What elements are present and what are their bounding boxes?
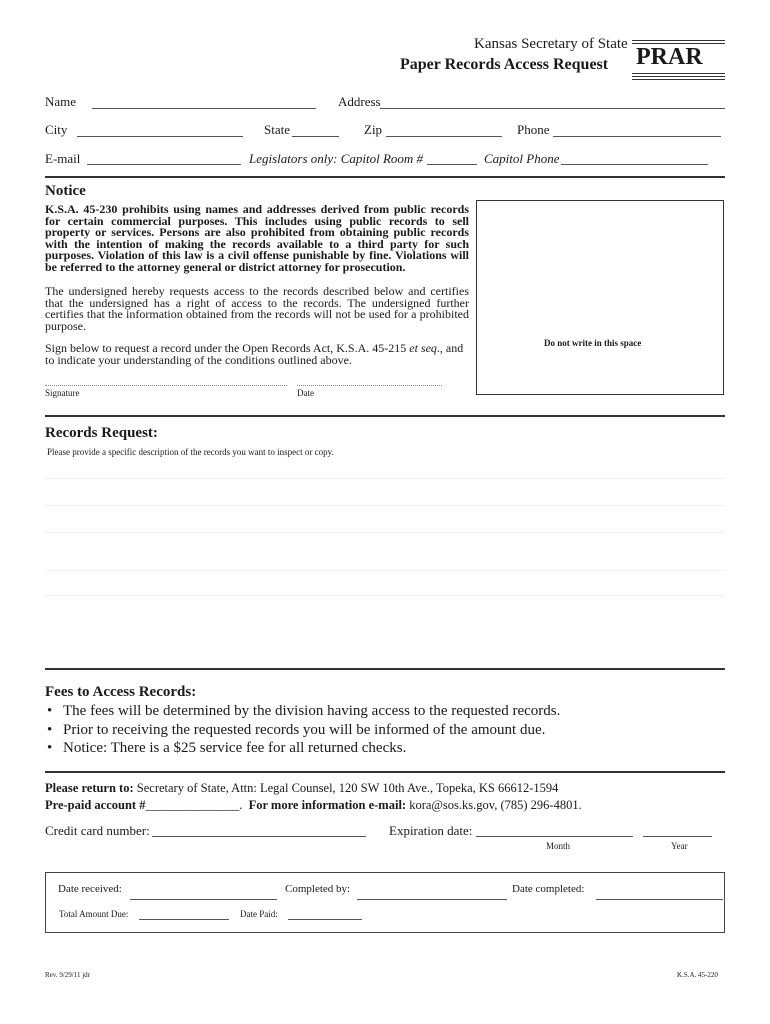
zip-field[interactable] <box>386 136 502 137</box>
capitol-room-field[interactable] <box>427 164 477 165</box>
return-address: Secretary of State, Attn: Legal Counsel, 120 SW 10th Ave., Topeka, KS 66612-1594 <box>136 781 559 795</box>
date-received-field[interactable] <box>130 899 277 900</box>
card-label: Credit card number: <box>45 823 150 838</box>
revision-note: Rev. 9/29/11 jdr <box>45 971 90 979</box>
address-field[interactable] <box>380 108 725 109</box>
completed-by-label: Completed by: <box>285 883 351 895</box>
records-line <box>45 478 725 479</box>
year-label: Year <box>671 841 688 851</box>
section-divider <box>45 771 725 773</box>
date-paid-label: Date Paid: <box>240 909 278 919</box>
notice-heading: Notice <box>45 183 86 199</box>
fee-item: • The fees will be determined by the division having access to the requested records. <box>45 702 560 721</box>
city-label: City <box>45 122 68 137</box>
section-divider <box>45 415 725 417</box>
expiration-month-field[interactable] <box>476 836 633 837</box>
more-info-label: For more information e-mail: <box>248 798 407 812</box>
prepaid-label: Pre-paid account # <box>45 798 146 812</box>
expiration-year-field[interactable] <box>643 836 712 837</box>
sign-date-label: Date <box>297 388 314 398</box>
email-label: E-mail <box>45 151 81 166</box>
phone-label: Phone <box>517 122 550 137</box>
notice-bold-text: K.S.A. 45-230 prohibits using names and addresses derived from public records for certain commercial purposes. This includes using public records to sell property or services. Persons are also prohibited from obtaining public records with the intention of making the records available to a third party for such purposes. Violation of this law is a civil offense punishable by fine. Violations will be referred to the attorney general or district attorney for prosecution. <box>45 202 469 274</box>
capitol-phone-label: Capitol Phone <box>484 151 560 166</box>
section-divider <box>45 668 725 670</box>
office-use-label: Do not write in this space <box>544 338 642 348</box>
records-line <box>45 505 725 506</box>
address-label: Address <box>338 94 381 109</box>
fee-item: • Prior to receiving the requested records you will be informed of the amount due. <box>45 721 560 740</box>
zip-label: Zip <box>364 122 383 137</box>
total-due-field[interactable] <box>139 919 229 920</box>
prepaid-line: Pre-paid account #_______________. For more information e-mail: kora@sos.ks.gov, (785) 296-4801. <box>45 798 582 812</box>
legislators-label: Legislators only: Capitol Room # <box>249 151 424 166</box>
records-heading: Records Request: <box>45 425 158 441</box>
card-number-field[interactable] <box>152 836 366 837</box>
month-label: Month <box>546 841 571 851</box>
certify-text: The undersigned hereby requests access to the records described below and certifies that the undersigned has a right of access to the records. The undersigned further certifies that the information obtained from the records will not be used for a prohibited purpose. <box>45 284 469 333</box>
records-line <box>45 595 725 596</box>
sign-instruction-a: Sign below to request a record under the Open Records Act, K.S.A. 45-215 <box>45 341 410 355</box>
section-divider <box>45 176 725 178</box>
sign-instruction <box>45 343 475 366</box>
signature-field[interactable] <box>45 385 287 386</box>
name-field[interactable] <box>92 108 316 109</box>
city-field[interactable] <box>77 136 243 137</box>
statute-reference: K.S.A. 45-220 <box>677 971 718 979</box>
fees-list <box>45 702 560 758</box>
name-label: Name <box>45 94 77 109</box>
records-line <box>45 570 725 571</box>
office-use-box <box>476 200 724 395</box>
form-code: PRAR <box>636 44 703 70</box>
fee-item: • Notice: There is a $25 service fee for all returned checks. <box>45 739 560 758</box>
records-line <box>45 532 725 533</box>
sign-instruction-em: et seq <box>409 341 437 355</box>
agency-name: Kansas Secretary of State <box>474 36 628 52</box>
records-description-area[interactable] <box>45 460 725 665</box>
state-label: State <box>264 122 290 137</box>
expiration-label: Expiration date: <box>389 823 473 838</box>
date-completed-label: Date completed: <box>512 883 585 895</box>
date-paid-field[interactable] <box>288 919 362 920</box>
prepaid-field[interactable]: _______________ <box>145 798 240 812</box>
total-due-label: Total Amount Due: <box>59 909 129 919</box>
signature-label: Signature <box>45 388 80 398</box>
return-label: Please return to: <box>45 781 134 795</box>
email-field[interactable] <box>87 164 241 165</box>
state-field[interactable] <box>292 136 339 137</box>
phone-field[interactable] <box>553 136 721 137</box>
fees-heading: Fees to Access Records: <box>45 684 197 700</box>
completed-by-field[interactable] <box>357 899 507 900</box>
form-title: Paper Records Access Request <box>400 56 609 73</box>
return-line <box>45 781 558 796</box>
date-completed-field[interactable] <box>596 899 723 900</box>
sign-instruction-b: ., and to indicate your understanding of the conditions outlined above. <box>45 341 464 367</box>
date-received-label: Date received: <box>58 883 122 895</box>
contact-info: kora@sos.ks.gov, (785) 296-4801. <box>409 798 582 812</box>
capitol-phone-field[interactable] <box>561 164 708 165</box>
records-instruction: Please provide a specific description of the records you want to inspect or copy. <box>47 447 334 457</box>
sign-date-field[interactable] <box>297 385 442 386</box>
office-processing-box <box>45 872 725 933</box>
